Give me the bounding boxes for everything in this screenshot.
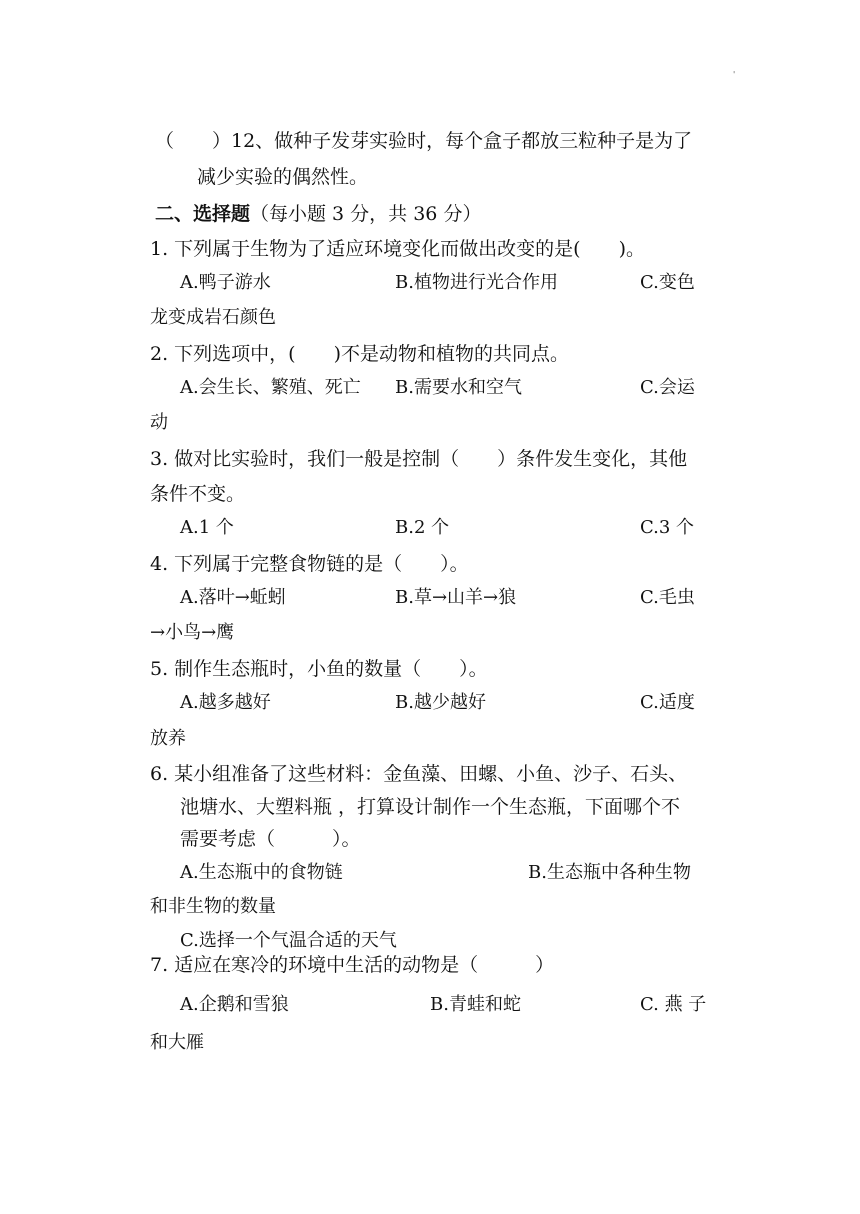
q7-option-c-wrap: 和大雁 — [150, 1032, 204, 1053]
q6-option-c: C.选择一个气温合适的天气 — [180, 930, 397, 951]
q7-option-c: C. 燕 子 — [640, 994, 707, 1015]
q5-option-c-wrap: 放养 — [150, 728, 186, 749]
q4-stem: 4. 下列属于完整食物链的是（ ）。 — [150, 553, 469, 575]
q2-option-c: C.会运 — [640, 377, 695, 398]
q6-stem-line2: 池塘水、大塑料瓶 ，打算设计制作一个生态瓶，下面哪个不 — [180, 796, 681, 818]
q5-stem: 5. 制作生态瓶时，小鱼的数量（ ）。 — [150, 658, 488, 680]
section-title: 二、选择题 — [155, 203, 251, 225]
q7-option-b: B.青蛙和蛇 — [430, 994, 521, 1015]
q2-option-a: A.会生长、繁殖、死亡 — [180, 377, 361, 398]
q3-stem: 3. 做对比实验时，我们一般是控制（ ）条件发生变化，其他 — [150, 448, 688, 470]
q5-option-c: C.适度 — [640, 692, 695, 713]
q4-option-a: A.落叶→蚯蚓 — [180, 587, 286, 608]
q4-option-c: C.毛虫 — [640, 587, 695, 608]
q2-option-c-wrap: 动 — [150, 412, 168, 433]
section-note: （每小题 3 分，共 36 分） — [250, 203, 482, 225]
q7-stem: 7. 适应在寒冷的环境中生活的动物是（ ） — [150, 954, 555, 976]
q6-option-b: B.生态瓶中各种生物 — [528, 862, 691, 883]
judge-q12-line2: 减少实验的偶然性。 — [197, 166, 369, 188]
q3-option-b: B.2 个 — [395, 517, 450, 538]
q6-option-a: A.生态瓶中的食物链 — [180, 862, 343, 883]
q1-stem: 1. 下列属于生物为了适应环境变化而做出改变的是( )。 — [150, 238, 645, 260]
q7-option-a: A.企鹅和雪狼 — [180, 994, 289, 1015]
q6-stem: 6. 某小组准备了这些材料：金鱼藻、田螺、小鱼、沙子、石头、 — [150, 763, 688, 785]
q3-option-a: A.1 个 — [180, 517, 234, 538]
q6-stem-line3: 需要考虑（ ）。 — [180, 828, 361, 850]
q2-option-b: B.需要水和空气 — [395, 377, 522, 398]
q5-option-a: A.越多越好 — [180, 692, 271, 713]
page-mark: ' — [733, 70, 736, 79]
q3-option-c: C.3 个 — [640, 517, 695, 538]
q4-option-b: B.草→山羊→狼 — [395, 587, 517, 608]
q5-option-b: B.越少越好 — [395, 692, 486, 713]
q1-option-a: A.鸭子游水 — [180, 272, 271, 293]
q2-stem: 2. 下列选项中，( )不是动物和植物的共同点。 — [150, 343, 569, 365]
q1-option-b: B.植物进行光合作用 — [395, 272, 558, 293]
q1-option-c: C.变色 — [640, 272, 695, 293]
q3-stem-line2: 条件不变。 — [150, 483, 246, 505]
q1-option-c-wrap: 龙变成岩石颜色 — [150, 307, 276, 328]
section-heading — [155, 201, 481, 227]
q4-option-c-wrap: →小鸟→鹰 — [150, 622, 235, 643]
q6-option-b-wrap: 和非生物的数量 — [150, 896, 276, 917]
judge-q12-line1: （ ）12、做种子发芽实验时，每个盒子都放三粒种子是为了 — [155, 130, 693, 152]
